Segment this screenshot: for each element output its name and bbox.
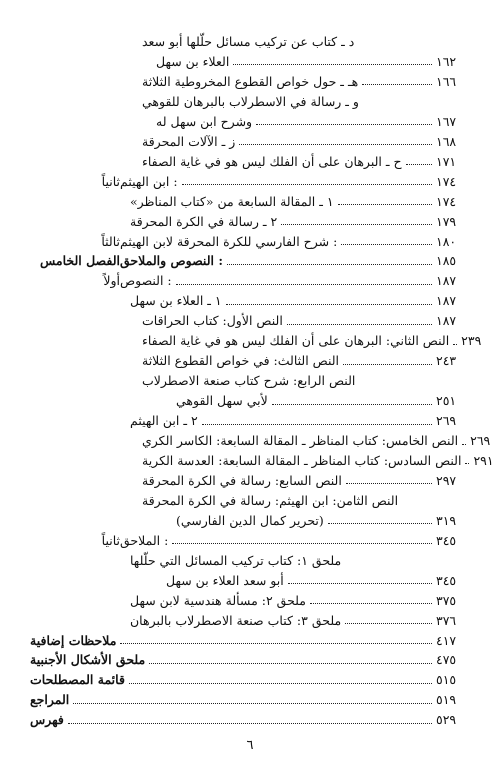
toc-entry-title: (تحرير كمال الدين الفارسي) [176,512,324,528]
toc-entry-title: لأبي سهل القوهي [176,393,268,409]
toc-row [30,251,470,271]
toc-leader-dots [281,224,432,225]
toc-entry-title: وشرح ابن سهل له [156,113,253,129]
toc-leader-dots [462,444,466,445]
toc-row [30,670,470,690]
toc-page-number: ١٨٧ [436,293,457,309]
toc-leader-dots [272,404,432,405]
toc-page-number: ٣٤٥ [436,572,457,588]
toc-page-number: ٢٩٧ [436,472,457,488]
toc-row [30,591,470,611]
toc-leader-dots [343,364,432,365]
toc-page-number: ٥١٩ [436,692,457,708]
toc-row [30,32,470,52]
toc-category: أولاً [103,273,120,289]
toc-entry-title: ملحق ١: كتاب تركيب المسائل التي حلّلها [130,552,342,568]
toc-entry-title: د ـ كتاب عن تركيب مسائل حلّلها أبو سعد [142,34,355,49]
toc-row [30,631,470,651]
toc-leader-dots [120,643,432,644]
toc-entry-title: و ـ رسالة في الاسطرلاب بالبرهان للقوهي [142,93,359,109]
toc-row [30,650,470,670]
toc-leader-dots [226,304,432,305]
toc-leader-dots [453,344,457,345]
toc-row [30,411,470,431]
toc-row [30,152,470,172]
toc-row [30,491,470,511]
toc-entry-title: المراجع [30,692,70,708]
toc-leader-dots [256,124,432,125]
toc-leader-dots [310,603,432,604]
toc-page-number: ١٦٦ [436,73,457,89]
toc-leader-dots [338,204,432,205]
toc-row [30,371,470,391]
toc-page-number: ١٧١ [436,153,457,169]
toc-page-number: ٣٧٦ [436,612,457,628]
toc-row [30,351,470,371]
toc-entry-title: : الملاحق [120,532,169,548]
toc-row [30,212,470,232]
toc-row [30,132,470,152]
page-number: ٦ [246,738,254,753]
toc-entry-title: هـ ـ حول خواص القطوع المخروطية الثلاثة [142,73,359,89]
toc-leader-dots [345,623,432,624]
toc-page-number: ٤١٧ [436,632,457,648]
toc-entry-title: فهرس [30,712,64,728]
toc-page-number: ١٨٧ [436,313,457,329]
toc-entry-title: ز ـ الآلات المحرقة [142,133,236,149]
toc-entry-title: العلاء بن سهل [156,53,230,69]
toc-page-number: ١٧٩ [436,213,457,229]
toc-entry-title: : النصوص [120,273,172,289]
toc-row [30,431,491,451]
toc-leader-dots [176,284,432,285]
toc-leader-dots [202,424,432,425]
toc-category: ثانياً [101,173,120,189]
toc-leader-dots [288,583,432,584]
toc-row [30,192,470,212]
toc-row [30,551,470,571]
toc-leader-dots [129,683,432,684]
toc-page-number: ٢٣٩ [461,333,482,349]
toc-page-number: ١٨٥ [436,253,457,269]
toc-entry-title: : النصوص والملاحق [120,253,223,269]
toc-page-number: ٢٩١ [473,452,494,468]
toc-page-number: ١٦٢ [436,53,457,69]
toc-row [30,271,470,291]
toc-page-number: ٢٥١ [436,393,457,409]
toc-row [30,690,470,710]
toc-leader-dots [341,244,432,245]
toc-page-number: ١٨٧ [436,273,457,289]
toc-leader-dots [233,64,432,65]
toc-leader-dots [406,164,432,165]
toc-page-number: ٣١٩ [436,512,457,528]
toc-leader-dots [328,523,432,524]
toc-entry-title: : شرح الفارسي للكرة المحرقة لابن الهيثم [120,233,338,249]
toc-row [30,92,470,112]
toc-page-number: ٣٤٥ [436,532,457,548]
toc-entry-title: أبو سعد العلاء بن سهل [166,572,284,588]
toc-row [30,571,470,591]
toc-entry-title: ٢ ـ ابن الهيثم [130,413,198,429]
toc-row [30,710,470,730]
toc-row [30,232,470,252]
toc-page-number: ١٧٤ [436,193,457,209]
toc-page-number: ١٦٧ [436,113,457,129]
toc-entry-title: ملحق ٢: مسألة هندسية لابن سهل [130,592,306,608]
toc-entry-title: ملاحظات إضافية [30,632,117,648]
toc-leader-dots [172,543,432,544]
toc-entry-title: ملحق ٣: كتاب صنعة الاصطرلاب بالبرهان [130,612,342,628]
toc-entry-title: ١ ـ العلاء بن سهل [130,293,222,309]
toc-row [30,72,470,92]
toc-row [30,611,470,631]
toc-row [30,451,494,471]
toc-entry-title: النص الرابع: شرح كتاب صنعة الاصطرلاب [142,373,356,389]
toc-row [30,291,470,311]
toc-leader-dots [227,264,432,265]
toc-entry-title: النص الثامن: ابن الهيثم: رسالة في الكرة المحرقة [142,492,399,508]
toc-leader-dots [73,703,432,704]
toc-page-number: ٤٧٥ [436,652,457,668]
toc-leader-dots [149,663,432,664]
toc-entry-title: ١ ـ المقالة السابعة من «كتاب المناظر» [130,193,334,209]
toc-leader-dots [346,483,432,484]
toc-entry-title: النص الثاني: البرهان على أن الفلك ليس هو في غاية الصفاء [142,333,450,349]
toc-leader-dots [465,463,469,464]
toc-row [30,391,470,411]
toc-category: الفصل الخامس [39,253,120,269]
toc-row [30,511,470,531]
toc-entry-title: النص الخامس: كتاب المناظر ـ المقالة السابعة: الكاسر الكري [142,433,459,448]
toc-entry-title: ح ـ البرهان على أن الفلك ليس هو في غاية الصفاء [142,153,402,169]
toc-row [30,172,470,192]
toc-entry-title: النص السادس: كتاب المناظر ـ المقالة السابعة: العدسة الكرية [142,452,462,468]
toc-entry-title: ٢ ـ رسالة في الكرة المحرقة [130,213,278,229]
toc-row [30,112,470,132]
toc-page-number: ٥١٥ [436,672,457,688]
toc-page-number: ٣٧٥ [436,592,457,608]
toc-page-number: ١٨٠ [436,233,457,249]
toc-page-number: ٥٢٩ [436,712,457,728]
toc-leader-dots [287,324,432,325]
toc-page-number: ٢٤٣ [436,353,457,369]
toc-entry-title: النص الثالث: في خواص القطوع الثلاثة [142,353,340,369]
toc-leader-dots [68,723,432,724]
toc-row [30,311,470,331]
toc-page-number: ٢٦٩ [470,433,491,448]
toc-entry-title: قائمة المصطلحات [30,672,125,688]
toc-row [30,331,482,351]
toc-leader-dots [362,84,432,85]
toc-entry-title: النص الأول: كتاب الحراقات [142,313,283,329]
toc-entry-title: النص السابع: رسالة في الكرة المحرقة [142,472,342,488]
toc-entry-title: ملحق الأشكال الأجنبية [30,652,146,668]
toc-row [30,531,470,551]
toc-category: ثانياً [101,532,120,548]
toc-leader-dots [239,144,432,145]
toc-page-number: ٢٦٩ [436,413,457,429]
toc-entry-title: : ابن الهيثم [120,173,178,189]
toc-category: ثالثاً [101,233,120,249]
toc-row [30,471,470,491]
toc-leader-dots [182,184,432,185]
toc-row [30,52,470,72]
toc-page-number: ١٧٤ [436,173,457,189]
toc-page-number: ١٦٨ [436,133,457,149]
